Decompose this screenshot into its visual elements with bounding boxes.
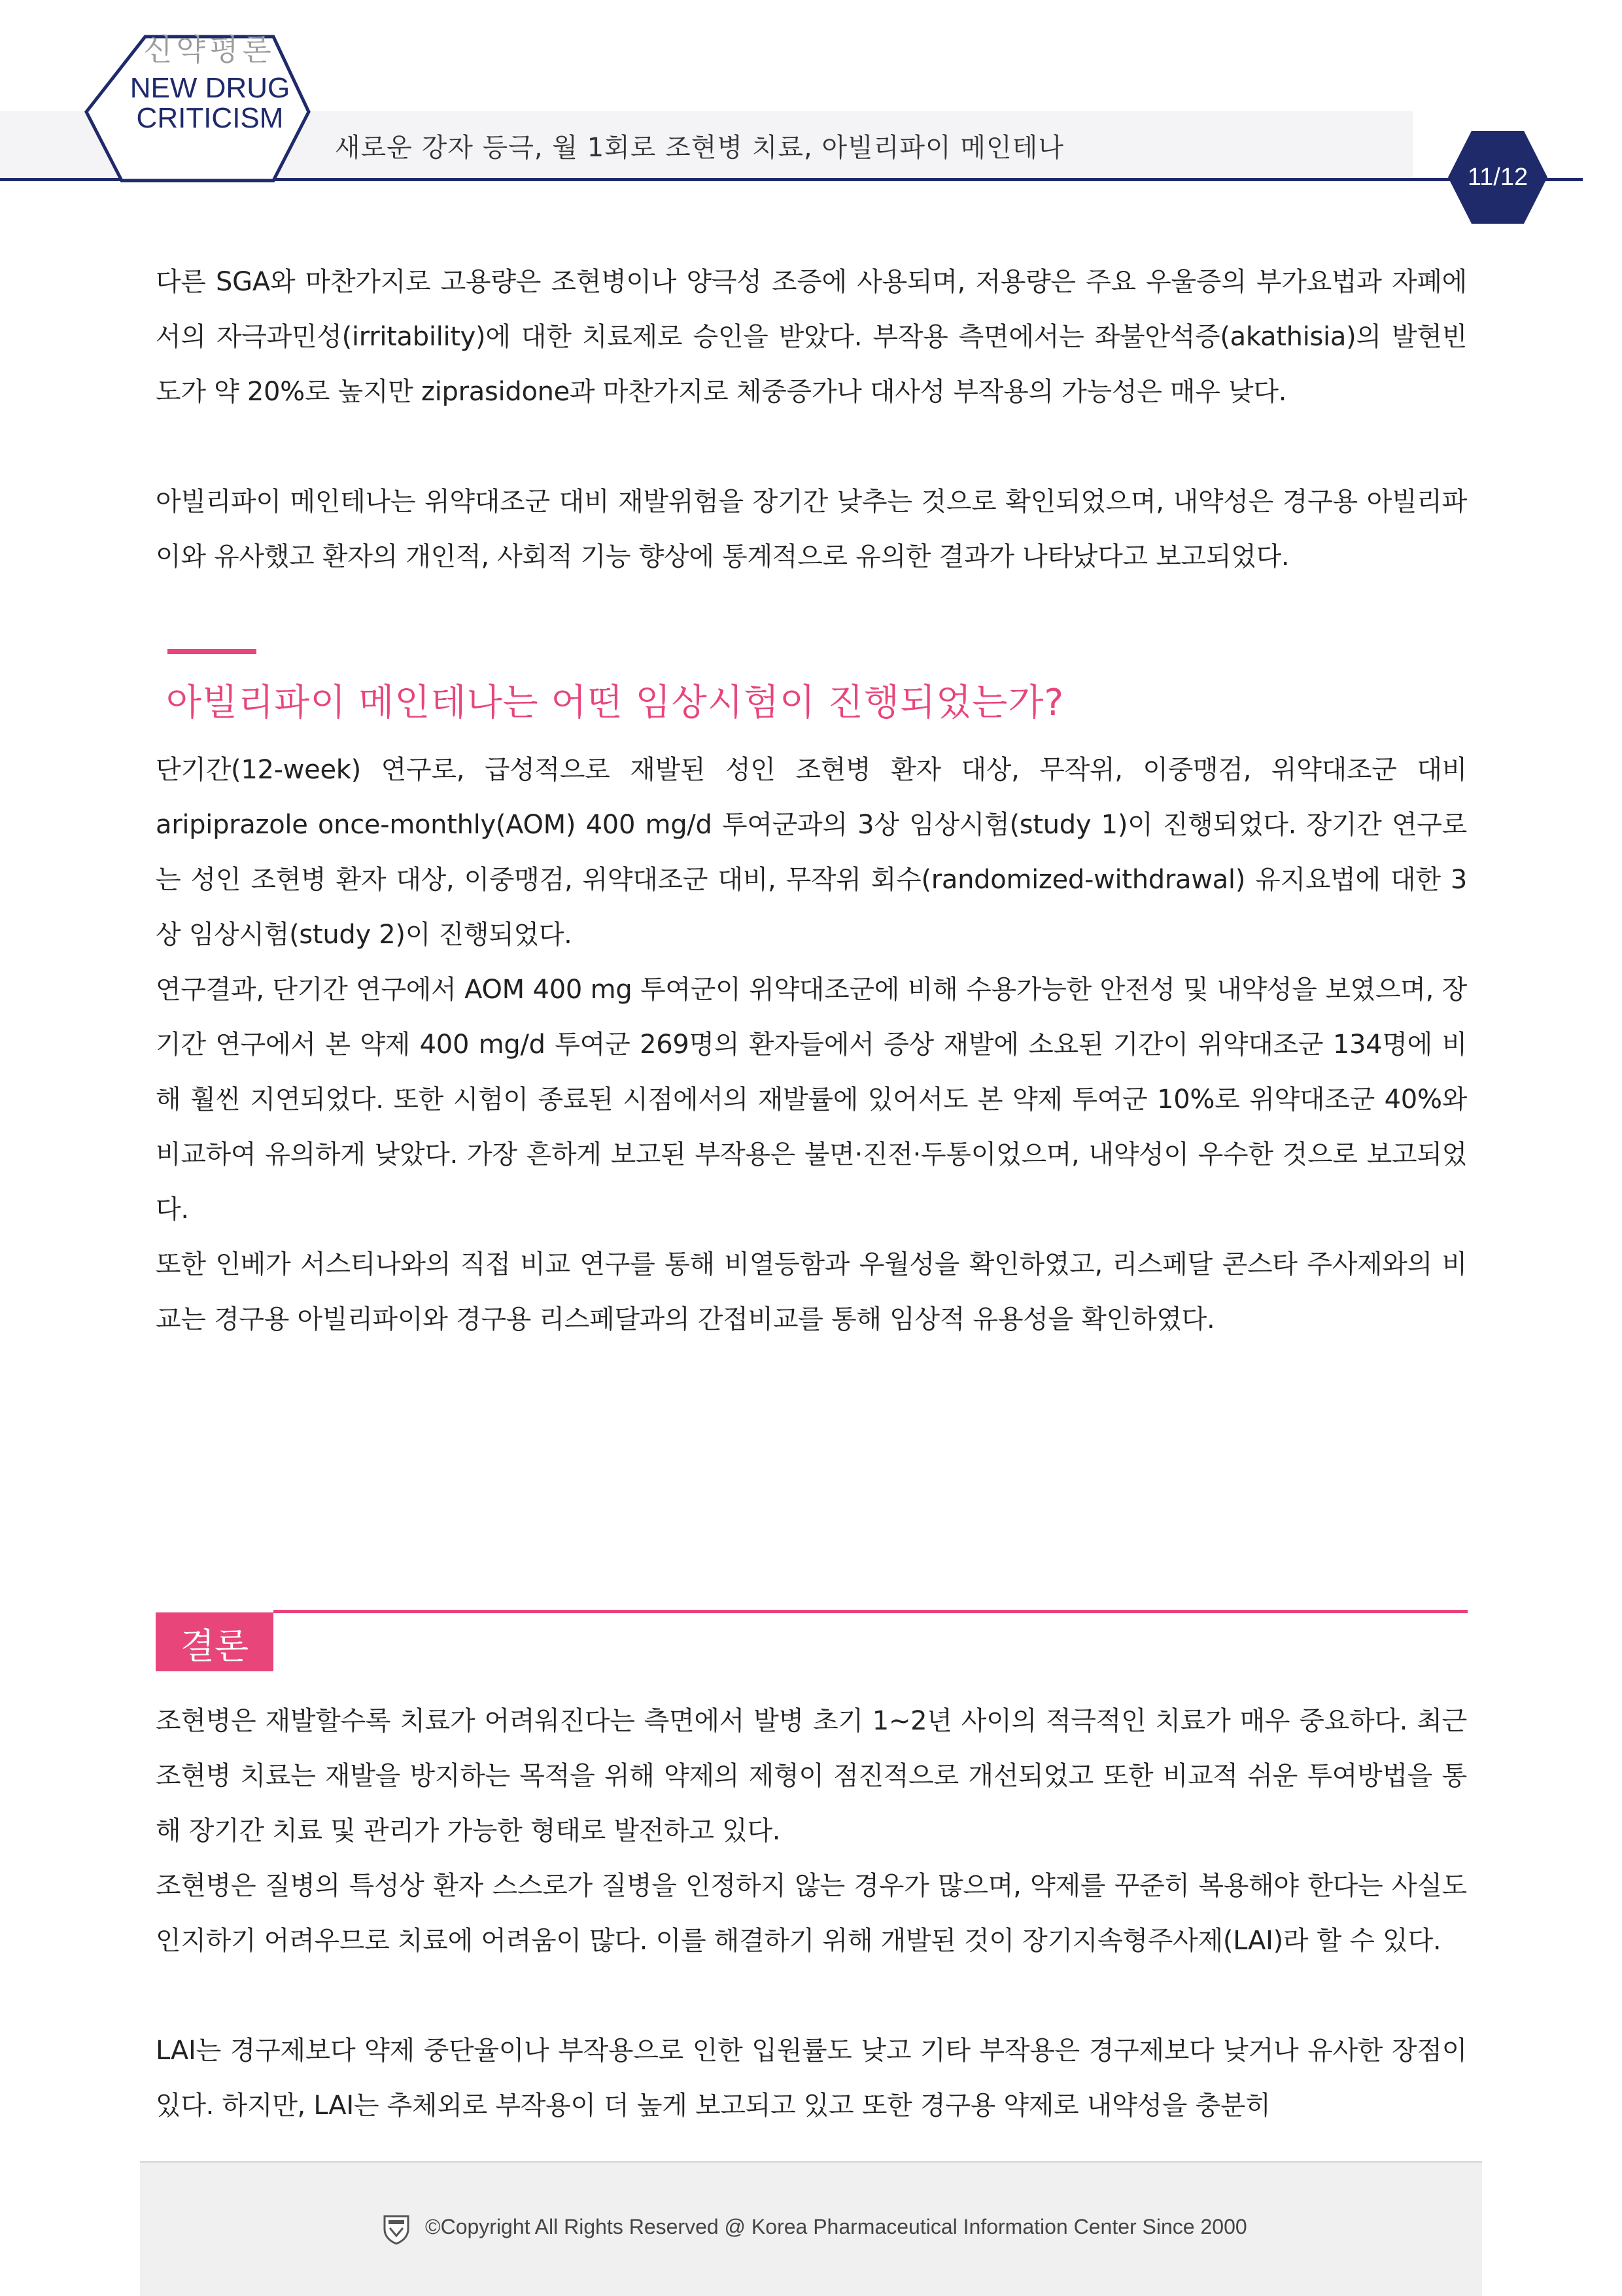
section-heading-accent [167,649,256,654]
shield-crest-icon [382,2214,411,2245]
page-number: 11/12 [1467,164,1528,191]
conclusion-paragraph-2: 조현병은 질병의 특성상 환자 스스로가 질병을 인정하지 않는 경우가 많으며, 약제를 꾸준히 복용해야 한다는 사실도 인지하기 어려우므로 치료에 어려움이 많다. 이를 해결하기 위해 개발된 것이 장기지속형주사제(LAI)라 할 수 있다. [156,1871,1467,1956]
section-heading: 아빌리파이 메인테나는 어떤 임상시험이 진행되었는가? [166,682,1065,724]
conclusion-paragraph-3: LAI는 경구제보다 약제 중단율이나 부작용으로 인한 입원률도 낮고 기타 부작용은 경구제보다 낮거나 유사한 장점이 있다. 하지만, LAI는 추체외로 부작용이 더 높게 보고되고 있고 또한 경구용 약제로 내약성을 충분히 [156,2036,1467,2121]
logo-english-title [122,73,298,133]
document-title: 새로운 강자 등극, 월 1회로 조현병 치료, 아빌리파이 메인테나 [335,133,1064,163]
section-paragraph-3: 또한 인베가 서스티나와의 직접 비교 연구를 통해 비열등함과 우월성을 확인하였고, 리스페달 콘스타 주사제와의 비교는 경구용 아빌리파이와 경구용 리스페달과의 간접비교를 통해 임상적 유용성을 확인하였다. [156,1249,1467,1334]
conclusion-label: 결론 [180,1626,249,1667]
section-paragraph-2: 연구결과, 단기간 연구에서 AOM 400 mg 투여군이 위약대조군에 비해 수용가능한 안전성 및 내약성을 보였으며, 장기간 연구에서 본 약제 400 mg/d 투여군 269명의 환자들에서 증상 재발에 소요된 기간이 위약대조군 134명에 비해 훨씬 지연되었다. 또한 시험이 종료된 시점에서의 재발률에 있어서도 본 약제 투여군 10%로 위약대조군 40%와 비교하여 유의하게 낮았다. 가장 흔하게 보고된 부작용은 불면·진전·두통이었으며, 내약성이 우수한 것으로 보고되었다. [156,975,1467,1225]
logo-english-line-2: CRITICISM [136,102,284,134]
conclusion-rule [273,1610,1468,1613]
copyright-text: ©Copyright All Rights Reserved @ Korea Pharmaceutical Information Center Since 2000 [425,2215,1247,2238]
logo-english-line-1: NEW DRUG [129,72,290,104]
intro-paragraph-1: 다른 SGA와 마찬가지로 고용량은 조현병이나 양극성 조증에 사용되며, 저용량은 주요 우울증의 부가요법과 자폐에서의 자극과민성(irritability)에 대한 치료제로 승인을 받았다. 부작용 측면에서는 좌불안석증(akathisia)의 발현빈도가 약 20%로 높지만 ziprasidone과 마찬가지로 체중증가나 대사성 부작용의 가능성은 매우 낮다. [156,267,1467,407]
intro-paragraph-2: 아빌리파이 메인테나는 위약대조군 대비 재발위험을 장기간 낮추는 것으로 확인되었으며, 내약성은 경구용 아빌리파이와 유사했고 환자의 개인적, 사회적 기능 향상에 통계적으로 유의한 결과가 나타났다고 보고되었다. [156,487,1467,572]
conclusion-paragraph-1: 조현병은 재발할수록 치료가 어려워진다는 측면에서 발병 초기 1~2년 사이의 적극적인 치료가 매우 중요하다. 최근 조현병 치료는 재발을 방지하는 목적을 위해 약제의 제형이 점진적으로 개선되었고 또한 비교적 쉬운 투여방법을 통해 장기간 치료 및 관리가 가능한 형태로 발전하고 있다. [156,1706,1467,1846]
logo-korean-title: 신약평론 [143,32,275,67]
section-paragraph-1: 단기간(12-week) 연구로, 급성적으로 재발된 성인 조현병 환자 대상, 무작위, 이중맹검, 위약대조군 대비 aripiprazole once-monthly(AOM) 400 mg/d 투여군과의 3상 임상시험(study 1)이 진행되었다. 장기간 연구로는 성인 조현병 환자 대상, 이중맹검, 위약대조군 대비, 무작위 회수(randomized-withdrawal) 유지요법에 대한 3상 임상시험(study 2)이 진행되었다. [156,755,1467,950]
